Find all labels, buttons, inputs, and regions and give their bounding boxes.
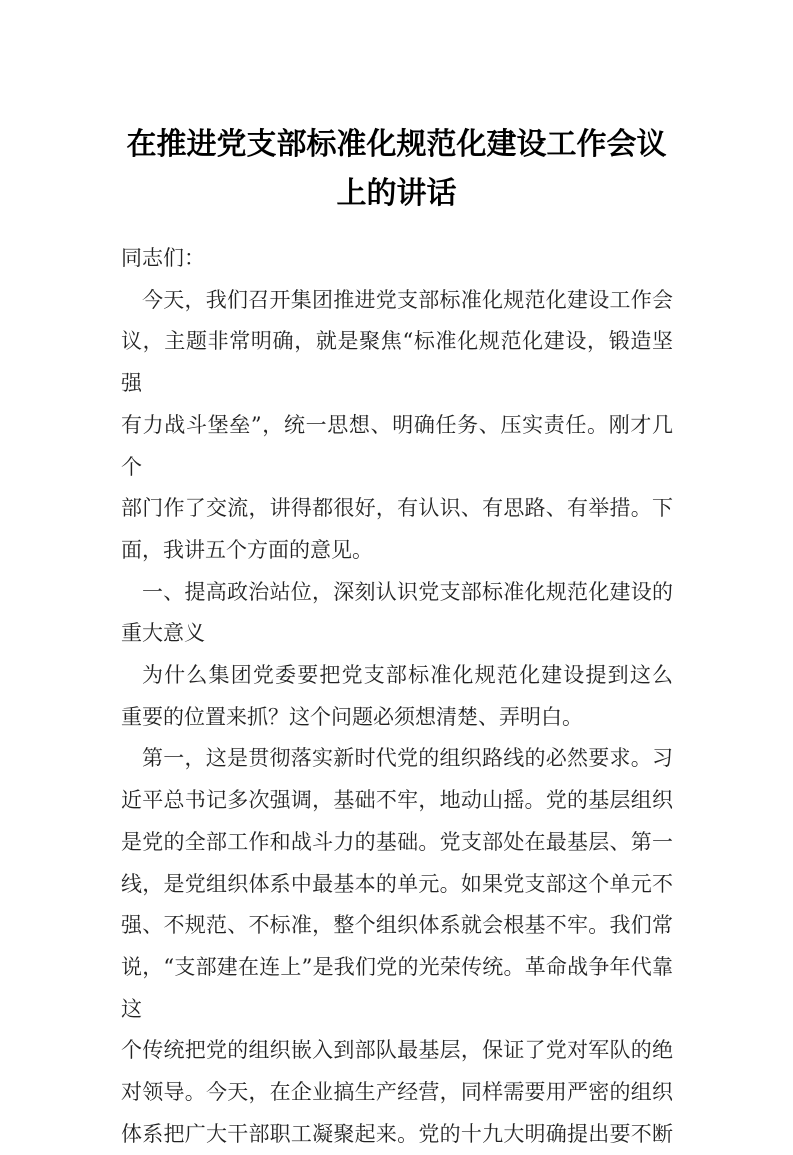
paragraph-line: 个传统把党的组织嵌入到部队最基层，保证了党对军队的绝 [121, 1038, 673, 1063]
paragraph-line: 面，我讲五个方面的意见。 [121, 537, 373, 562]
paragraph-line: 第一，这是贯彻落实新时代党的组织路线的必然要求。习 [142, 746, 673, 771]
paragraph-line: 线，是党组织体系中最基本的单元。如果党支部这个单元不 [121, 871, 673, 896]
section-heading-line: 一、提高政治站位，深刻认识党支部标准化规范化建设的 [142, 579, 673, 604]
paragraph-line: 说，“支部建在连上”是我们党的光荣传统。革命战争年代靠这 [121, 954, 673, 1021]
paragraph-line: 体系把广大干部职工凝聚起来。党的十九大明确提出要不断 [121, 1121, 673, 1146]
paragraph-line: 今天，我们召开集团推进党支部标准化规范化建设工作会 [142, 287, 673, 312]
salutation: 同志们： [121, 246, 205, 270]
paragraph-line: 对领导。今天，在企业搞生产经营，同样需要用严密的组织 [121, 1080, 673, 1105]
paragraph-line: 议，主题非常明确，就是聚焦“标准化规范化建设，锻造坚强 [121, 329, 673, 396]
paragraph-line: 有力战斗堡垒”，统一思想、明确任务、压实责任。刚才几个 [121, 412, 673, 479]
paragraph-line: 强、不规范、不标准，整个组织体系就会根基不牢。我们常 [121, 913, 673, 938]
paragraph-line: 近平总书记多次强调，基础不牢，地动山摇。党的基层组织 [121, 788, 673, 813]
section-heading-line: 重大意义 [121, 621, 205, 646]
paragraph-line: 部门作了交流，讲得都很好，有认识、有思路、有举措。下 [121, 496, 673, 521]
paragraph-line: 重要的位置来抓？这个问题必须想清楚、弄明白。 [121, 704, 583, 729]
document-title [77, 120, 717, 218]
paragraph-line: 是党的全部工作和战斗力的基础。党支部处在最基层、第一 [121, 829, 673, 854]
paragraph-line: 为什么集团党委要把党支部标准化规范化建设提到这么 [142, 663, 673, 688]
document-title-line-2: 上的讲话 [336, 176, 457, 211]
document-body [121, 238, 673, 1155]
document-title-line-1: 在推进党支部标准化规范化建设工作会议 [126, 127, 667, 162]
